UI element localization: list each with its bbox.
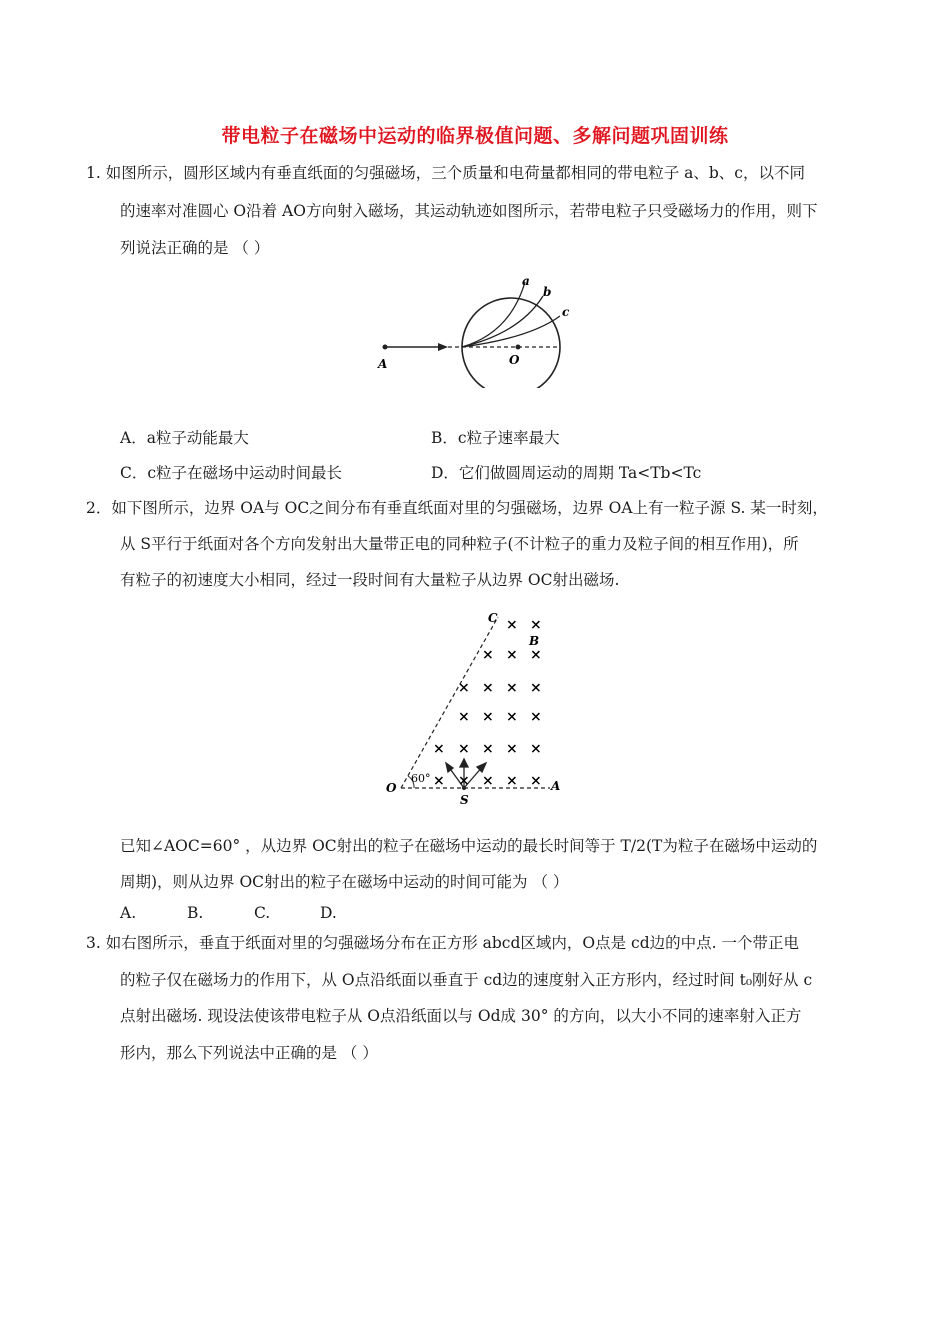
q1-option-d: D．它们做圆周运动的周期 Ta<Tb<Tc [431, 464, 702, 482]
svg-text:×: × [530, 709, 542, 725]
label-traj-a: a [522, 274, 530, 288]
label-s: S [460, 793, 469, 806]
q2-figure [378, 606, 578, 806]
svg-text:×: × [530, 680, 542, 696]
entry-arrowhead [438, 343, 448, 351]
q1-option-c: C．c粒子在磁场中运动时间最长 [120, 464, 343, 482]
svg-text:×: × [506, 680, 518, 696]
q2-line-1: 2．如下图所示，边界 OA与 OC之间分布有垂直纸面对里的匀强磁场，边界 OA上有一粒子源 S. 某一时刻， [86, 499, 828, 517]
svg-text:×: × [482, 647, 494, 663]
q2-line-2: 从 S平行于纸面对各个方向发射出大量带正电的同种粒子(不计粒子的重力及粒子间的相互作用)，所 [120, 535, 799, 553]
svg-text:×: × [530, 741, 542, 757]
q1-line-1: 1. 如图所示，圆形区域内有垂直纸面的匀强磁场，三个质量和电荷量都相同的带电粒子 a、b、c，以不同 [86, 164, 805, 182]
label-traj-c: c [562, 305, 570, 319]
svg-text:×: × [458, 741, 470, 757]
q2-option-c: C. [254, 904, 271, 922]
q1-option-b: B．c粒子速率最大 [431, 429, 560, 447]
q2-option-b: B. [187, 904, 204, 922]
q3-line-3: 点射出磁场. 现设法使该带电粒子从 O点沿纸面以与 Od成 30° 的方向，以大小不同的速率射入正方 [120, 1007, 802, 1025]
q1-line-3: 列说法正确的是 （ ） [120, 239, 270, 257]
svg-text:×: × [433, 773, 445, 789]
svg-text:×: × [506, 773, 518, 789]
q1-line-2: 的速率对准圆心 O沿着 AO方向射入磁场，其运动轨迹如图所示，若带电粒子只受磁场力的作用，则下 [120, 202, 818, 220]
magnetic-field-crosses [433, 617, 542, 789]
q2-after-line-2: 周期)，则从边界 OC射出的粒子在磁场中运动的时间可能为 （ ） [120, 873, 569, 891]
svg-text:×: × [458, 773, 470, 789]
label-c: C [488, 611, 498, 625]
svg-text:×: × [458, 709, 470, 725]
svg-text:×: × [482, 709, 494, 725]
svg-text:×: × [530, 617, 542, 633]
q2-option-a: A. [120, 904, 137, 922]
svg-text:×: × [482, 773, 494, 789]
svg-text:×: × [506, 709, 518, 725]
q2-line-3: 有粒子的初速度大小相同，经过一段时间有大量粒子从边界 OC射出磁场. [120, 571, 620, 589]
label-o: O [386, 781, 397, 795]
svg-text:×: × [433, 741, 445, 757]
label-b: B [529, 634, 540, 648]
svg-text:×: × [530, 773, 542, 789]
center-o-dot [516, 345, 521, 350]
label-angle: 60° [411, 772, 431, 785]
q1-figure [360, 268, 600, 388]
label-a: A [551, 779, 561, 793]
q2-option-d: D. [320, 904, 337, 922]
svg-text:×: × [458, 680, 470, 696]
svg-text:×: × [506, 617, 518, 633]
q3-line-4: 形内，那么下列说法中正确的是 （ ） [120, 1044, 378, 1062]
q3-line-2: 的粒子仅在磁场力的作用下，从 O点沿纸面以垂直于 cd边的速度射入正方形内，经过时间 t₀刚好从 c [120, 971, 813, 989]
svg-text:×: × [530, 647, 542, 663]
svg-text:×: × [482, 680, 494, 696]
svg-text:×: × [506, 647, 518, 663]
q2-after-line-1: 已知∠AOC=60° ，从边界 OC射出的粒子在磁场中运动的最长时间等于 T/2(T为粒子在磁场中运动的 [120, 837, 818, 855]
svg-text:×: × [506, 741, 518, 757]
svg-text:×: × [482, 741, 494, 757]
q3-line-1: 3. 如右图所示，垂直于纸面对里的匀强磁场分布在正方形 abcd区域内，O点是 cd边的中点. 一个带正电 [86, 934, 800, 952]
point-a-dot [383, 345, 388, 350]
page-title: 带电粒子在磁场中运动的临界极值问题、多解问题巩固训练 [221, 125, 729, 147]
label-a-point: A [378, 357, 388, 371]
label-traj-b: b [543, 285, 552, 299]
q1-option-a: A．a粒子动能最大 [120, 429, 249, 447]
boundary-oc [401, 617, 498, 788]
label-o-center: O [509, 353, 520, 367]
